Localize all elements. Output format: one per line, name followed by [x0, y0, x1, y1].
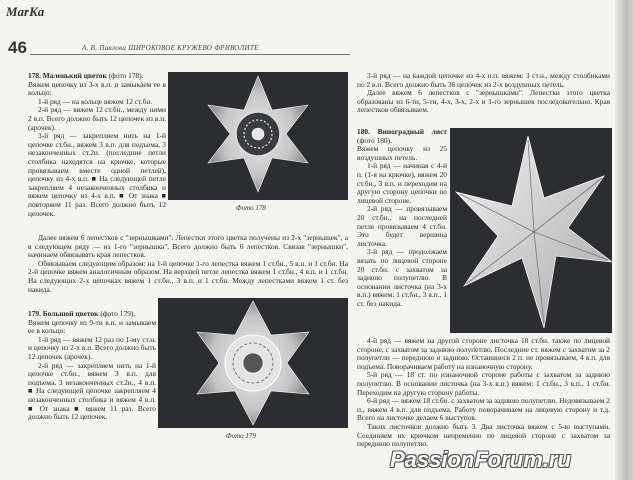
site-logo-text: MarKa	[6, 4, 45, 19]
section-179-ref: (фото 179).	[98, 309, 136, 318]
section-179-continued	[357, 72, 610, 115]
paragraph: 4-й ряд — вяжем на другой стороне листочка 18 ст.бн. также по лицевой стороне, с захватом за заднюю полупетлю. Последние ст. вяжем с захватом за 2 полупетли — переднюю и заднюю. Оставшиеся 2 п. не провязываем, 4 в.п. для подъема. Поворачиваем работу на изнаночную сторону.	[357, 336, 610, 371]
site-watermark: PassionForum.ru	[390, 447, 571, 472]
paragraph: 2-й ряд — закрепляем нить на 1-й цепочке ст.бн., вяжем 3 в.п. для подъема, 3 незаконченных ст.2н., 4 в.п. ■ На следующей цепочке закрепляем 4 незаконченных столбика и вяжем 4 в.п. ■ От знака ■ вяжем 11 раз. Всего должно быть 12 цепочек.	[28, 360, 156, 422]
section-180-ref: (фото 180).	[357, 135, 392, 145]
book-spine-shadow	[615, 0, 634, 480]
photo-178-caption: Фото 178	[236, 204, 266, 212]
paragraph: 2-й ряд — вяжем 12 ст.бн., между ними 2 в.п. Всего должно быть 12 цепочек из в.п. (арочек).	[28, 105, 166, 132]
section-179-title: 179. Большой цветок	[28, 309, 99, 318]
paragraph: Таких листочков должно быть 3. Два листочка вяжем с 5-ю выступами. Соединяем их крючком непременно по лицевой стороне с захватом за переднюю полупетлю.	[357, 421, 610, 449]
running-head: А. В. Павлова ШИРОКОВОЕ КРУЖЕВО ФРИВОЛИТЕ	[82, 44, 259, 52]
paragraph: 1-й ряд — начиная с 4-й п. (1-я на крючке), вяжем 20 ст.бн., 3 в.п. и переходим на другую сторону цепочки по лицевой стороне.	[357, 161, 447, 205]
paragraph: 3-й ряд — на каждой цепочке из 4-х в.п. вяжем: 3 ст.н., между столбиками по 2 в.п. Всего должно быть 36 цепочек из 2-х воздушных петель.	[357, 71, 610, 89]
photo-180-grape-leaf	[450, 128, 612, 333]
paragraph: 2-й ряд — провязываем 20 ст.бн., на последней петле провязываем 4 ст.бн. Это будет вершина листочка.	[357, 204, 447, 248]
photo-179-big-flower	[158, 298, 348, 428]
photo-179-caption: Фото 179	[226, 432, 256, 440]
paragraph: Обвязываем следующим образом: на 1-й цепочке 1-го лепестка вяжем 1 ст.бн., 5 в.п. и 1 ст.бн. На 2-й цепочке вяжем аналогичным образом. На верхней петле лепестка вяжем 1 ст.бн., 4 в.п. и 1 ст.бн. На следующих 2-х цепочках вяжем 1 ст.бн., 3 в.п. и 1 ст.бн. Между лепестками вяжем 1 ст. без накида.	[28, 258, 348, 294]
section-180-continued	[357, 337, 610, 449]
paragraph: Далее вяжем 6 лепестков с "зернышками". Лепестки этого цветка получены из 2-х "зернышек", а в следующем ряду — из 1-го "зернышка". Всего должно быть 6 лепестков. Связав "зернышки", начинаем обвязывать края лепестков.	[28, 233, 348, 260]
section-179-text	[28, 310, 156, 422]
paragraph: 5-й ряд — 18 ст. по изнаночной стороне работы с захватом за заднюю полупетлю. В основании листочка (на 3-х в.п.) вяжем: 1 ст.бн., 3 в.п., 1 ст.бн. Переходим на другую сторону работы.	[357, 370, 610, 397]
section-180-text	[357, 128, 447, 308]
section-178-title: 178. Маленький цветок	[28, 71, 107, 80]
paragraph: Далее вяжем 6 лепестков с "зернышками". Лепестки этого цветка образованы из 6-ти, 5-ти, 4-х, 3-х, 2-х и 1-го зернышек последовательно. Края лепестков обвязываем.	[357, 88, 610, 115]
section-180-title: 180. Виноградный лист	[357, 127, 447, 136]
petals-instructions	[28, 234, 348, 294]
paragraph: Вяжем цепочку из 9-ти в.п. и замыкаем ее в кольцо:	[28, 317, 156, 336]
paragraph: 3-й ряд — закрепляем нить на 1-й цепочке ст.бн., вяжем 3 в.п. для подъема, 3 незаконченных ст.2н. (последние петли столбика находятся на крючке, которые провязываем вместе одной петлей), цепочку из 4-х в.п. ■ На следующей петле закрепляем 4 незаконченных столбика и вяжем цепочку из 4-х в.п. ■ От знака ■ повторяем 11 раз. Всего должно быть 12 цепочек.	[28, 131, 166, 218]
section-178-ref: (фото 178).	[106, 71, 144, 80]
paragraph: Вяжем цепочку из 25 воздушных петель.	[357, 144, 447, 162]
header-rule	[30, 54, 350, 55]
paragraph: 1-й ряд — на кольце вяжем 12 ст.бн.	[38, 96, 153, 106]
page-number: 46	[8, 38, 27, 57]
paragraph: Вяжем цепочку из 3-х в.п. и замыкаем ее в кольцо:	[28, 79, 166, 98]
photo-178-small-flower	[168, 72, 348, 200]
paragraph: 1-й ряд — вяжем 12 раз по 1-му ст.н. и цепочку из 2-х в.п. Всего должно быть 12 цепочек (арочек).	[28, 334, 156, 361]
paragraph: 3-й ряд — продолжаем вязать по лицевой стороне 20 ст.бн. с захватом за заднюю полупетлю. В основании листочка (на 3-х в.п.) вяжем: 1 ст.бн., 3 в.п., 1 ст. без накида.	[357, 247, 447, 308]
section-178-text	[28, 72, 166, 218]
paragraph: 6-й ряд — вяжем 18 ст.бн. с захватом за заднюю полупетлю. Недовязываем 2 п., вяжем 4 в.п. для подъема. Работу поворачиваем на лицевую сторону и т.д. Всего на листочке делаем 6 выступов.	[357, 396, 610, 423]
